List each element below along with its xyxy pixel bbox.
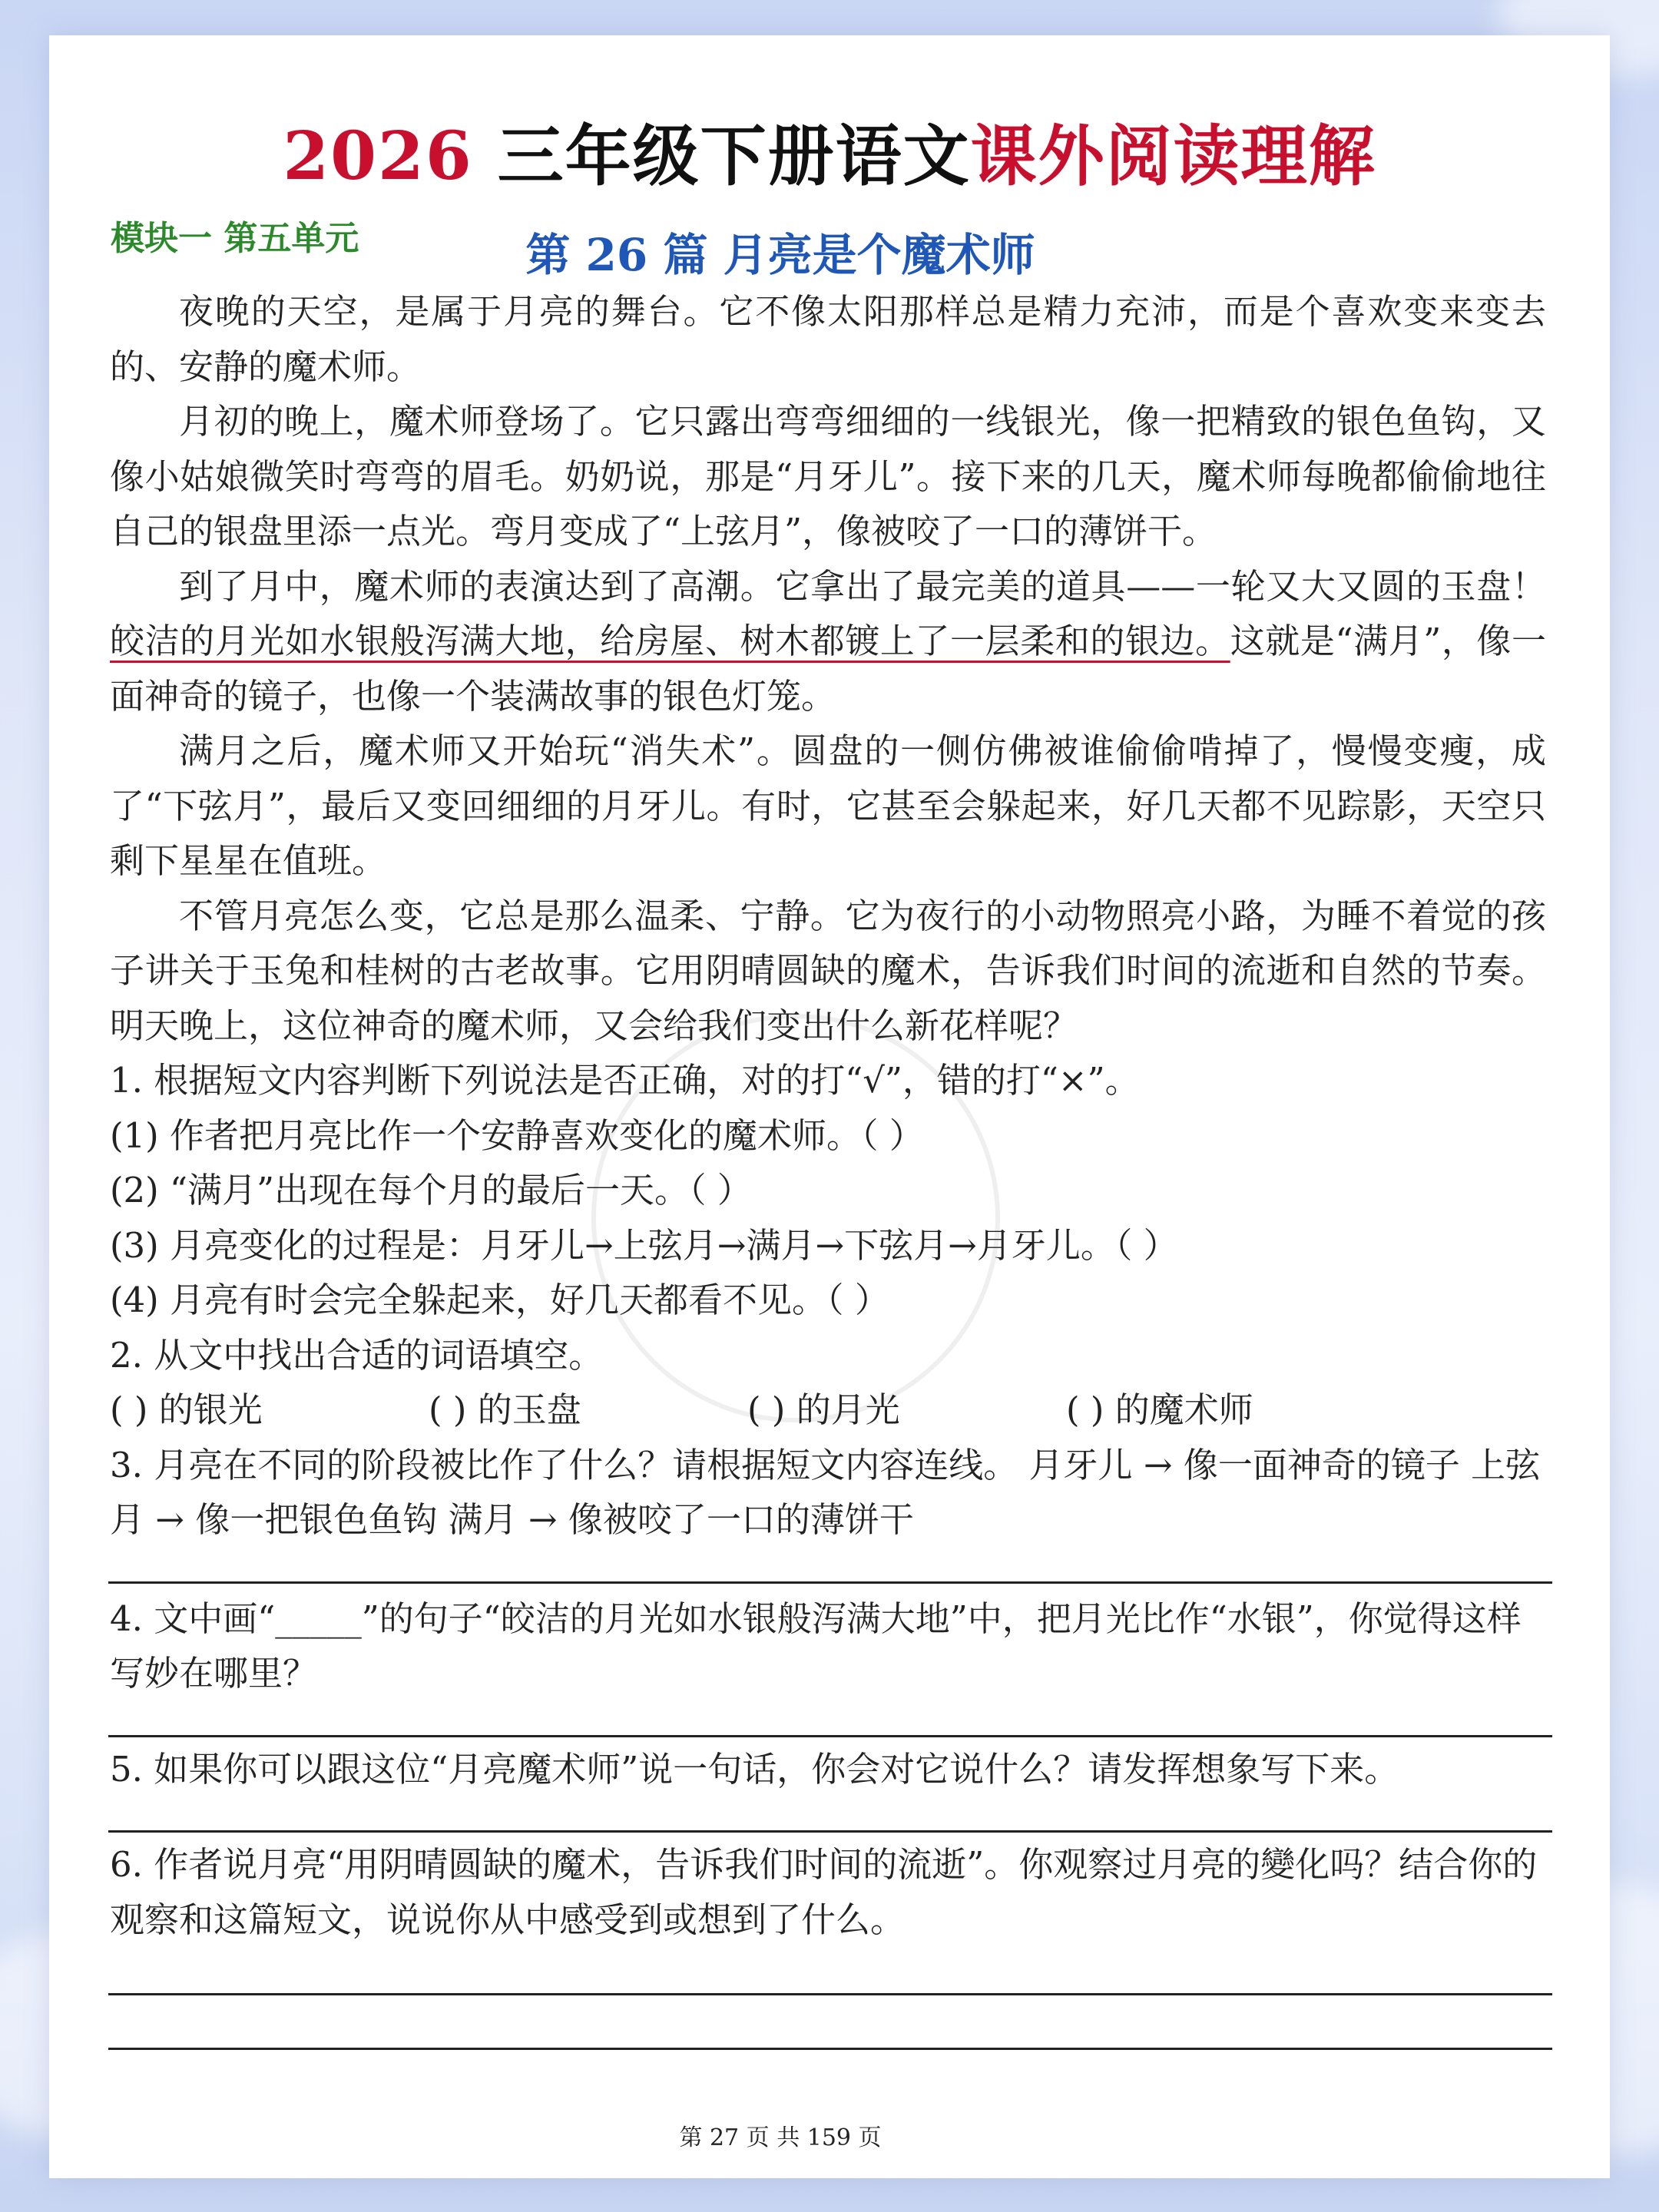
underlined-sentence: 皎洁的月光如水银般泻满大地，给房屋、树木都镀上了一层柔和的银边。 <box>110 621 1230 661</box>
question-1-item: (1) 作者把月亮比作一个安静喜欢变化的魔术师。（ ） <box>110 1114 924 1156</box>
blank-item[interactable]: ( ) 的玉盘 <box>429 1389 581 1430</box>
answer-line[interactable] <box>108 2048 1552 2050</box>
module-label: 模块一 第五单元 <box>111 219 359 258</box>
question-3: 3. 月亮在不同的阶段被比作了什么？请根据短文内容连线。 月牙儿 → 像一面神奇的镜子 上弦月 → 像一把银色鱼钩 满月 → 像被咬了一口的薄饼干 <box>110 1444 1541 1540</box>
question-1-item: (4) 月亮有时会完全躲起来，好几天都看不见。（ ） <box>110 1280 889 1320</box>
question-4: 4. 文中画“_____”的句子“皎洁的月光如水银般泻满大地”中，把月光比作“水银”，你觉得这样写妙在哪里？ <box>110 1598 1522 1694</box>
page-title: 2026 三年级下册语文课外阅读理解 <box>283 118 1376 195</box>
blank-item[interactable]: ( ) 的魔术师 <box>1066 1389 1253 1430</box>
question-6: 6. 作者说月亮“用阴晴圆缺的魔术，告诉我们时间的流逝”。你观察过月亮的變化吗？结合你的观察和这篇短文，说说你从中感受到或想到了什么。 <box>110 1844 1538 1940</box>
question-1: 1. 根据短文内容判断下列说法是否正确，对的打“√”，错的打“×”。 <box>110 1060 1140 1101</box>
question-1-item: (2) “满月”出现在每个月的最后一天。（ ） <box>110 1170 752 1210</box>
blank-item[interactable]: ( ) 的月光 <box>747 1389 900 1430</box>
question-5: 5. 如果你可以跟这位“月亮魔术师”说一句话，你会对它说什么？请发挥想象写下来。 <box>110 1748 1399 1790</box>
blank-item[interactable]: ( ) 的银光 <box>110 1389 263 1430</box>
paragraph: 到了月中，魔术师的表演达到了高潮。它拿出了最完美的道具——一轮又大又圆的玉盘！皎洁的月光如水银般泻满大地，给房屋、树木都镀上了一层柔和的银边。这就是“满月”，像一面神奇的镜子，也像一个装满故事的银色灯笼。 <box>110 565 1546 717</box>
paragraph: 夜晚的天空，是属于月亮的舞台。它不像太阳那样总是精力充沛，而是个喜欢变来变去的、安静的魔术师。 <box>110 291 1546 387</box>
page-number: 第 27 页 共 159 页 <box>679 2124 882 2151</box>
article-title: 第 26 篇 月亮是个魔术师 <box>525 229 1035 281</box>
paragraph: 满月之后，魔术师又开始玩“消失术”。圆盘的一侧仿佛被谁偷偷啃掉了，慢慢变瘦，成了“下弦月”，最后又变回细细的月牙儿。有时，它甚至会躲起来，好几天都不见踪影，天空只剩下星星在值班。 <box>110 730 1546 881</box>
question-1-item: (3) 月亮变化的过程是：月牙儿→上弦月→满月→下弦月→月牙儿。（ ） <box>110 1224 1178 1266</box>
paragraph: 月初的晚上，魔术师登场了。它只露出弯弯细细的一线银光，像一把精致的银色鱼钩，又像小姑娘微笑时弯弯的眉毛。奶奶说，那是“月牙儿”。接下来的几天，魔术师每晚都偷偷地往自己的银盘里添一点光。弯月变成了“上弦月”，像被咬了一口的薄饼干。 <box>110 401 1546 551</box>
article-body <box>110 284 1546 2050</box>
question-2: 2. 从文中找出合适的词语填空。 <box>110 1334 604 1376</box>
fill-in-blanks <box>110 1382 1546 1438</box>
paragraph: 不管月亮怎么变，它总是那么温柔、宁静。它为夜行的小动物照亮小路，为睡不着觉的孩子讲关于玉兔和桂树的古老故事。它用阴晴圆缺的魔术，告诉我们时间的流逝和自然的节奏。明天晚上，这位神奇的魔术师，又会给我们变出什么新花样呢？ <box>110 895 1546 1046</box>
